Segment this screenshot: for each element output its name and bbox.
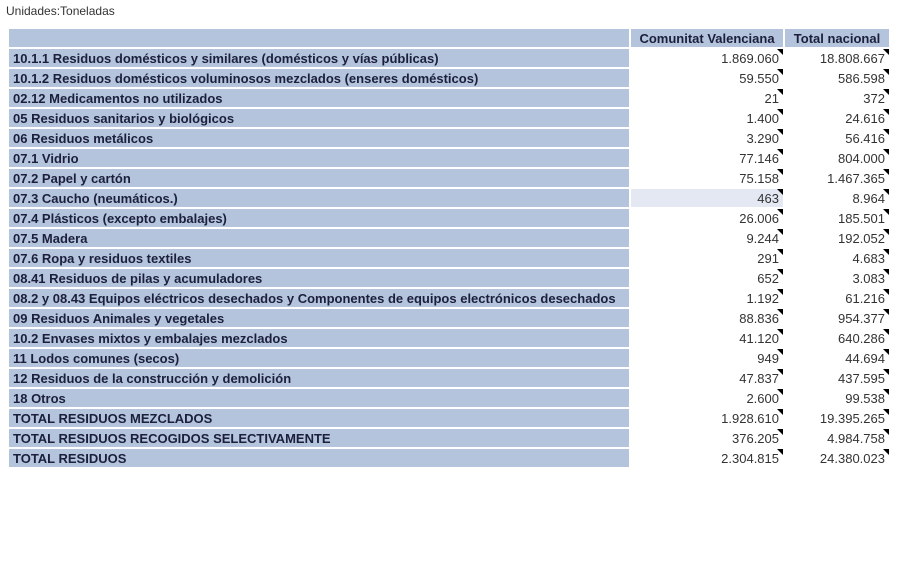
cell-total-nacional[interactable]: 192.052 <box>785 229 889 247</box>
cell-comunitat-valenciana[interactable]: 1.869.060 <box>631 49 783 67</box>
table-row <box>9 409 889 427</box>
cell-comunitat-valenciana[interactable]: 376.205 <box>631 429 783 447</box>
cell-comunitat-valenciana[interactable]: 1.928.610 <box>631 409 783 427</box>
table-header-row <box>9 29 889 47</box>
row-label: 07.5 Madera <box>9 229 629 247</box>
waste-table <box>7 27 891 469</box>
cell-total-nacional[interactable]: 61.216 <box>785 289 889 307</box>
row-label: 10.1.2 Residuos domésticos voluminosos mezclados (enseres domésticos) <box>9 69 629 87</box>
row-label: 07.3 Caucho (neumáticos.) <box>9 189 629 207</box>
row-label: 11 Lodos comunes (secos) <box>9 349 629 367</box>
table-row <box>9 329 889 347</box>
cell-total-nacional[interactable]: 1.467.365 <box>785 169 889 187</box>
row-label: 18 Otros <box>9 389 629 407</box>
cell-comunitat-valenciana[interactable]: 26.006 <box>631 209 783 227</box>
cell-total-nacional[interactable]: 185.501 <box>785 209 889 227</box>
cell-total-nacional[interactable]: 24.616 <box>785 109 889 127</box>
cell-comunitat-valenciana[interactable]: 47.837 <box>631 369 783 387</box>
row-label: 07.2 Papel y cartón <box>9 169 629 187</box>
table-row <box>9 369 889 387</box>
cell-comunitat-valenciana[interactable]: 41.120 <box>631 329 783 347</box>
cell-comunitat-valenciana[interactable]: 2.304.815 <box>631 449 783 467</box>
cell-total-nacional[interactable]: 56.416 <box>785 129 889 147</box>
cell-comunitat-valenciana[interactable]: 291 <box>631 249 783 267</box>
cell-comunitat-valenciana[interactable]: 3.290 <box>631 129 783 147</box>
cell-total-nacional[interactable]: 44.694 <box>785 349 889 367</box>
cell-comunitat-valenciana[interactable]: 463 <box>631 189 783 207</box>
cell-comunitat-valenciana[interactable]: 88.836 <box>631 309 783 327</box>
cell-comunitat-valenciana[interactable]: 949 <box>631 349 783 367</box>
row-label: 10.2 Envases mixtos y embalajes mezclados <box>9 329 629 347</box>
cell-comunitat-valenciana[interactable]: 59.550 <box>631 69 783 87</box>
cell-total-nacional[interactable]: 4.683 <box>785 249 889 267</box>
table-row <box>9 429 889 447</box>
cell-total-nacional[interactable]: 640.286 <box>785 329 889 347</box>
table-body <box>9 49 889 467</box>
table-row <box>9 269 889 287</box>
table-corner-cell <box>9 29 629 47</box>
cell-comunitat-valenciana[interactable]: 21 <box>631 89 783 107</box>
row-label: 09 Residuos Animales y vegetales <box>9 309 629 327</box>
column-header-total-nacional[interactable]: Total nacional <box>785 29 889 47</box>
row-label: 07.6 Ropa y residuos textiles <box>9 249 629 267</box>
table-row <box>9 109 889 127</box>
cell-total-nacional[interactable]: 3.083 <box>785 269 889 287</box>
table-row <box>9 449 889 467</box>
table-row <box>9 49 889 67</box>
table-row <box>9 69 889 87</box>
table-row <box>9 89 889 107</box>
row-label: TOTAL RESIDUOS MEZCLADOS <box>9 409 629 427</box>
row-label: 12 Residuos de la construcción y demolición <box>9 369 629 387</box>
cell-total-nacional[interactable]: 372 <box>785 89 889 107</box>
units-label: Unidades:Toneladas <box>6 4 115 18</box>
cell-total-nacional[interactable]: 99.538 <box>785 389 889 407</box>
cell-comunitat-valenciana[interactable]: 1.400 <box>631 109 783 127</box>
row-label: 08.41 Residuos de pilas y acumuladores <box>9 269 629 287</box>
row-label: TOTAL RESIDUOS RECOGIDOS SELECTIVAMENTE <box>9 429 629 447</box>
cell-comunitat-valenciana[interactable]: 77.146 <box>631 149 783 167</box>
cell-comunitat-valenciana[interactable]: 1.192 <box>631 289 783 307</box>
row-label: 05 Residuos sanitarios y biológicos <box>9 109 629 127</box>
cell-total-nacional[interactable]: 804.000 <box>785 149 889 167</box>
table-row <box>9 349 889 367</box>
cell-comunitat-valenciana[interactable]: 75.158 <box>631 169 783 187</box>
row-label: 07.1 Vidrio <box>9 149 629 167</box>
cell-total-nacional[interactable]: 437.595 <box>785 369 889 387</box>
table-row <box>9 189 889 207</box>
cell-total-nacional[interactable]: 586.598 <box>785 69 889 87</box>
row-label: 08.2 y 08.43 Equipos eléctricos desechados y Componentes de equipos electrónicos desechados <box>9 289 629 307</box>
table-row <box>9 249 889 267</box>
cell-comunitat-valenciana[interactable]: 9.244 <box>631 229 783 247</box>
table-row <box>9 209 889 227</box>
row-label: TOTAL RESIDUOS <box>9 449 629 467</box>
table-row <box>9 229 889 247</box>
table-row <box>9 129 889 147</box>
cell-total-nacional[interactable]: 8.964 <box>785 189 889 207</box>
table-row <box>9 169 889 187</box>
cell-comunitat-valenciana[interactable]: 652 <box>631 269 783 287</box>
cell-comunitat-valenciana[interactable]: 2.600 <box>631 389 783 407</box>
table-row <box>9 309 889 327</box>
row-label: 10.1.1 Residuos domésticos y similares (domésticos y vías públicas) <box>9 49 629 67</box>
cell-total-nacional[interactable]: 954.377 <box>785 309 889 327</box>
row-label: 07.4 Plásticos (excepto embalajes) <box>9 209 629 227</box>
cell-total-nacional[interactable]: 18.808.667 <box>785 49 889 67</box>
cell-total-nacional[interactable]: 4.984.758 <box>785 429 889 447</box>
cell-total-nacional[interactable]: 24.380.023 <box>785 449 889 467</box>
table-row <box>9 389 889 407</box>
row-label: 06 Residuos metálicos <box>9 129 629 147</box>
table-row <box>9 149 889 167</box>
table-row <box>9 289 889 307</box>
column-header-comunitat-valenciana[interactable]: Comunitat Valenciana <box>631 29 783 47</box>
cell-total-nacional[interactable]: 19.395.265 <box>785 409 889 427</box>
row-label: 02.12 Medicamentos no utilizados <box>9 89 629 107</box>
